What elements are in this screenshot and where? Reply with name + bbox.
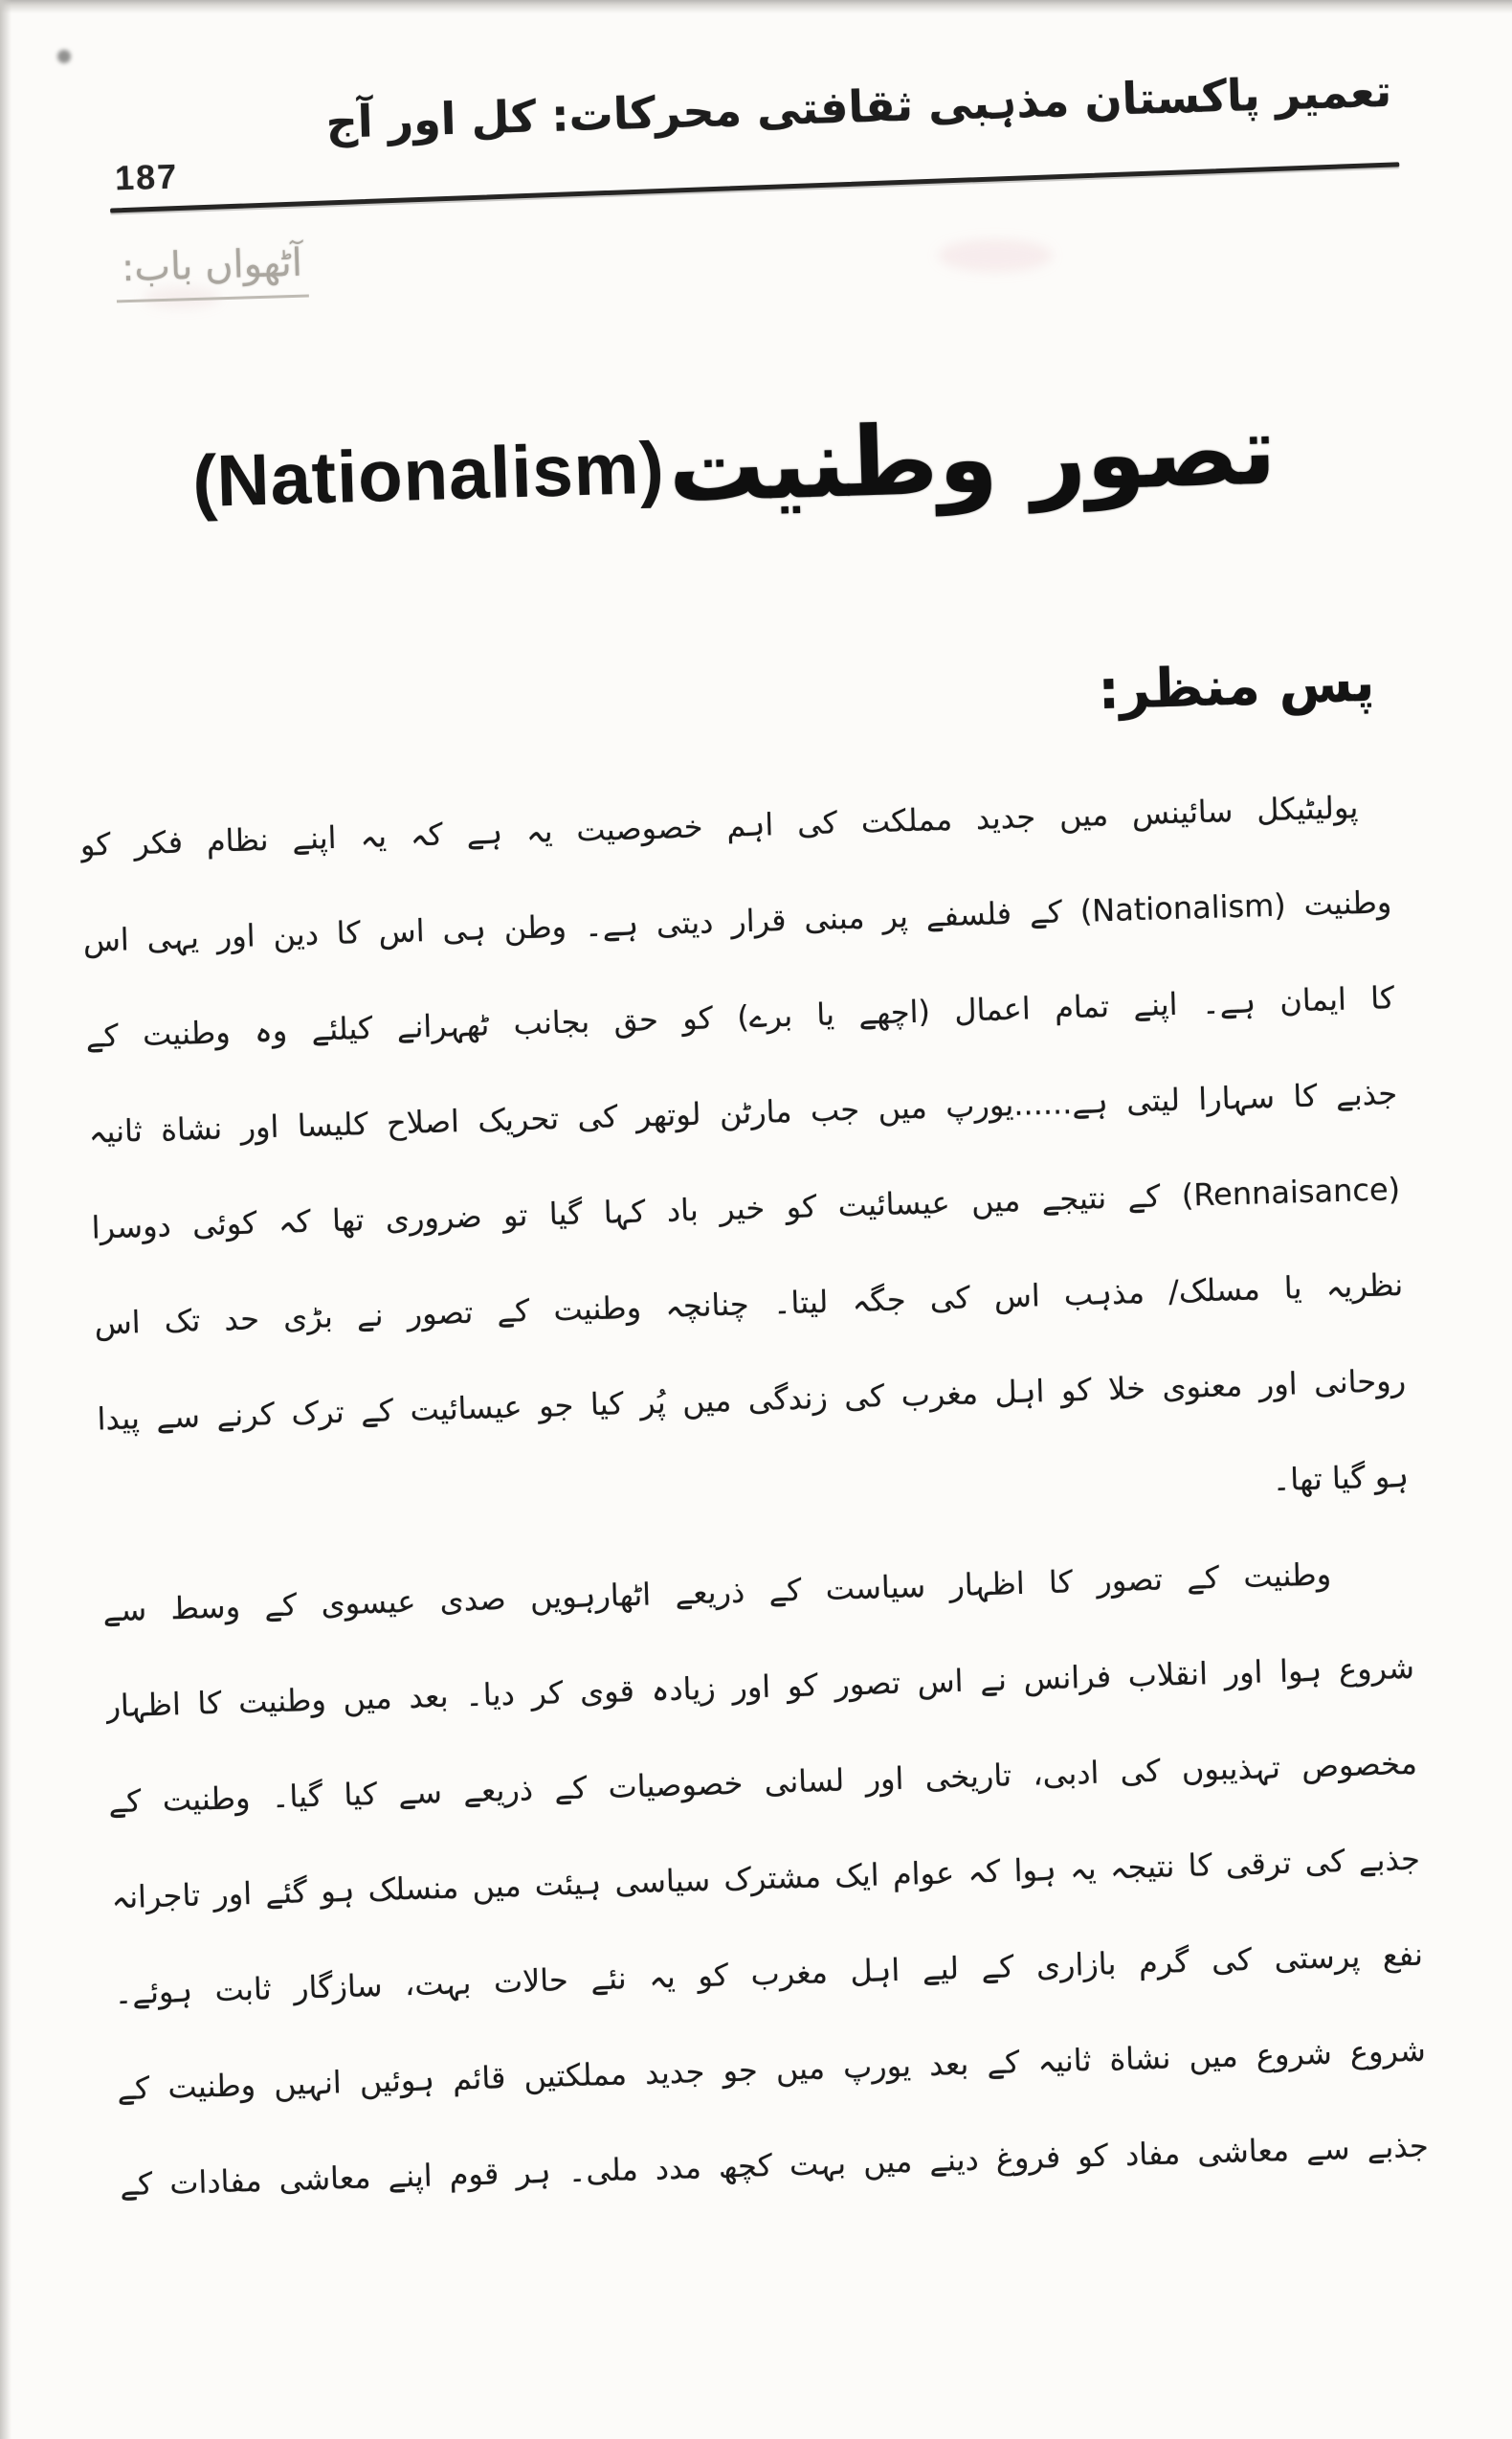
paragraph-1 — [78, 758, 1410, 1562]
body-line: روحانی اور معنوی خلا کو اہل مغرب کی زندگی میں پُر کیا جو عیسائیت کے ترک کرنے سے پیدا — [97, 1361, 1407, 1438]
body-line: جذبے کا سہارا لیتی ہے......یورپ میں جب مارٹن لوتھر کی تحریک اصلاح کلیسا اور نشاة ثانیہ — [88, 1075, 1398, 1151]
running-header-book-title: تعمیر پاکستان مذہبی ثقافتی محرکات: کل اور آج — [324, 64, 1392, 148]
body-line: نظریہ یا مسلک/ مذہب اس کی جگہ لیتا۔ چنانچہ وطنیت کے تصور نے بڑی حد تک اس — [94, 1265, 1404, 1342]
title-urdu: تصور وطنیت — [666, 393, 1279, 525]
body-text — [78, 758, 1430, 2232]
body-line: ہو گیا تھا۔ — [1272, 1457, 1410, 1499]
body-line: پولیٹیکل سائینس میں جدید مملکت کی اہم خصوصیت یہ ہے کہ یہ اپنے نظام فکر کو — [79, 789, 1359, 863]
body-line: مخصوص تہذیبوں کی ادبی، تاریخی اور لسانی خصوصیات کے ذریعے سے کیا گیا۔ وطنیت کے — [107, 1744, 1418, 1821]
page-title — [0, 388, 1492, 545]
header-divider — [110, 162, 1399, 213]
body-line: نفع پرستی کی گرم بازاری کے لیے اہل مغرب کو یہ نئے حالات بہت، سازگار ثابت ہوئے۔ — [113, 1936, 1424, 2012]
section-heading-background: پس منظر: — [1097, 651, 1376, 723]
body-line: وطنیت ⁦(Nationalism)⁩ کے فلسفے پر مبنی قرار دیتی ہے۔ وطن ہی اس کا دین اور یہی اس — [82, 884, 1392, 959]
paragraph-2 — [101, 1524, 1430, 2232]
body-line: ⁦(Rennaisance)⁩ کے نتیجے میں عیسائیت کو خیر باد کہا گیا تو ضروری تھا کہ کوئی دوسرا — [91, 1171, 1401, 1246]
body-line: شروع ہوا اور انقلاب فرانس نے اس تصور کو اور زیادہ قوی کر دیا۔ بعد میں وطنیت کا اظہار — [104, 1648, 1415, 1725]
body-line: جذبے کی ترقی کا نتیجہ یہ ہوا کہ عوام ایک مشترک سیاسی ہیئت میں منسلک ہو گئے اور تاجرانہ — [110, 1840, 1421, 1916]
chapter-label: آٹھواں باب: — [115, 240, 309, 302]
body-line: جذبے سے معاشی مفاد کو فروغ دینے میں بہت کچھ مدد ملی۔ ہر قوم اپنے معاشی مفادات کے — [119, 2127, 1430, 2204]
body-line: وطنیت کے تصور کا اظہار سیاست کے ذریعے اٹھارہویں صدی عیسوی کے وسط سے — [101, 1555, 1332, 1629]
body-line: شروع شروع میں نشاة ثانیہ کے بعد یورپ میں جو جدید مملکتیں قائم ہوئیں انہیں وطنیت کے — [116, 2031, 1427, 2108]
body-line: کا ایمان ہے۔ اپنے تمام اعمال (اچھے یا برے) کو حق بجانب ٹھہرانے کیلئے وہ وطنیت کے — [85, 979, 1395, 1055]
page-number: 187 — [114, 156, 179, 198]
title-english: (Nationalism) — [191, 427, 665, 524]
